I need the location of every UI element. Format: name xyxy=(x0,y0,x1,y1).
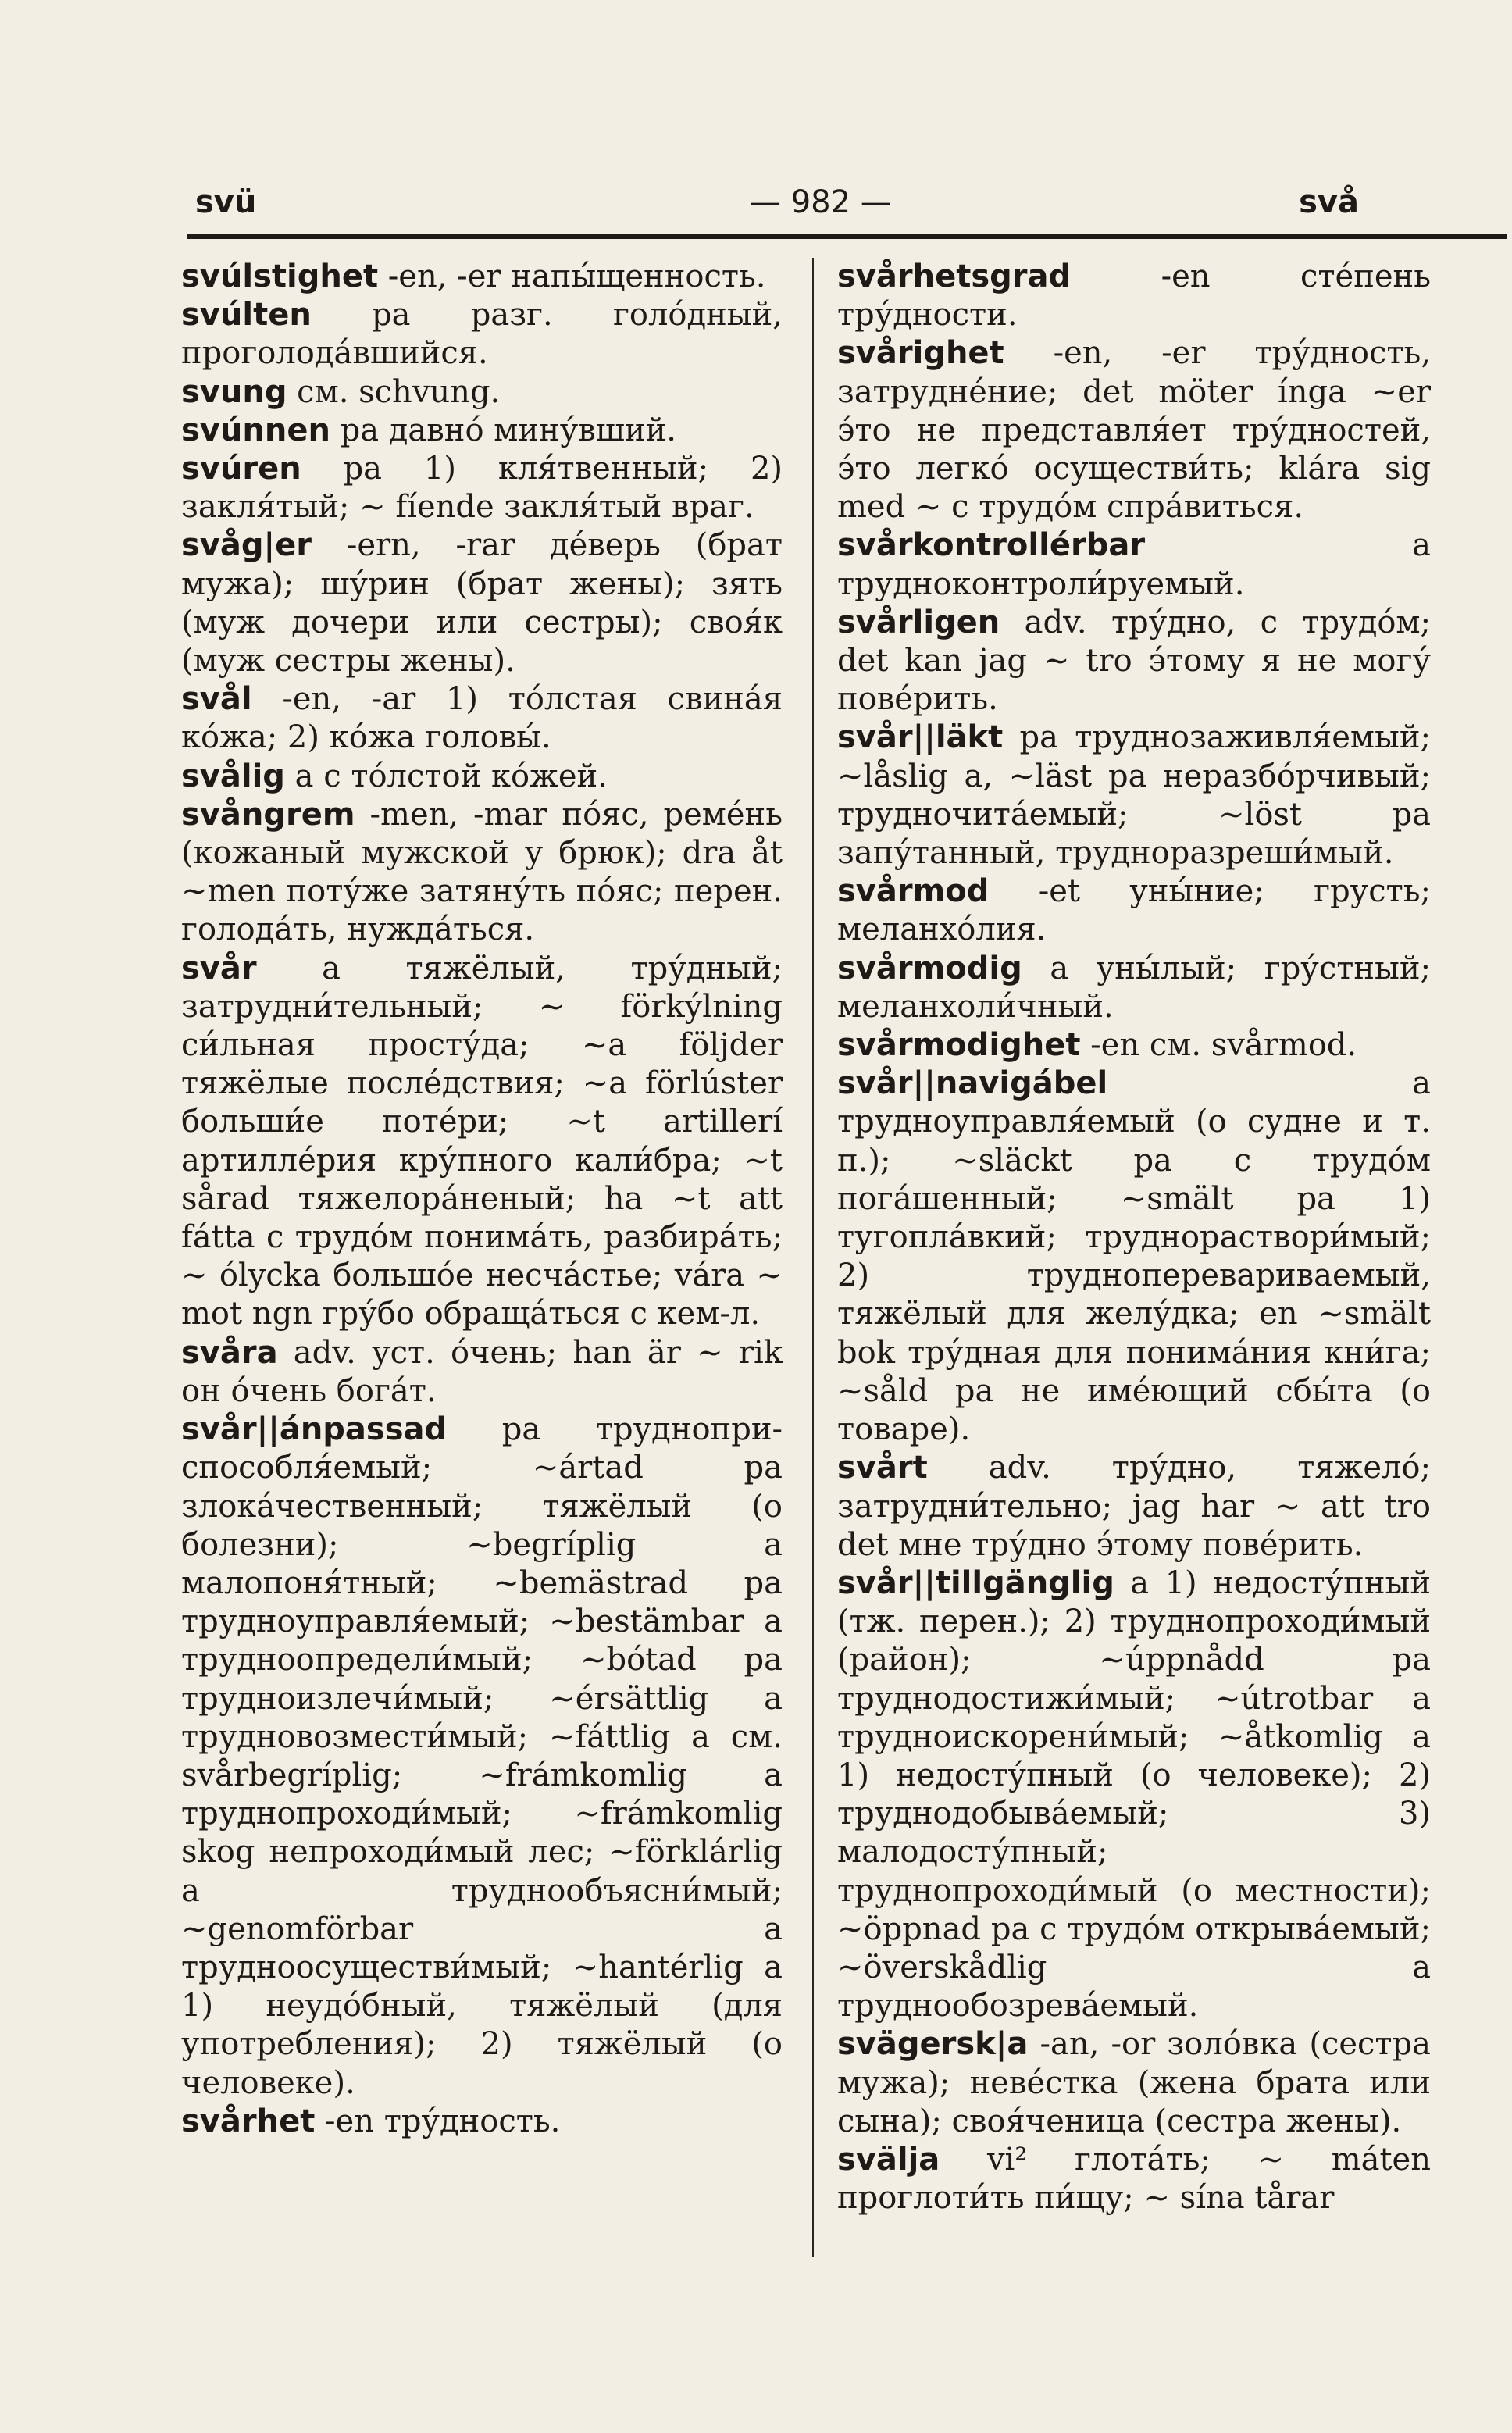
dictionary-entry xyxy=(837,719,1431,872)
dictionary-entry xyxy=(837,1026,1431,1065)
entry-definition: -en тру́дность. xyxy=(315,2103,561,2139)
dictionary-entry xyxy=(181,680,783,757)
entry-definition: adv. тру́дно, с трудо́м; det kan jag ~ tro э́тому я не могу́ пове́рить. xyxy=(837,604,1431,718)
dictionary-entry xyxy=(181,373,783,412)
entry-headword: svål xyxy=(181,681,252,718)
entry-definition: adv. уст. о́чень; han är ~ rik он о́чень бога́т. xyxy=(181,1334,783,1409)
dictionary-entry xyxy=(181,1411,783,2103)
dictionary-entry xyxy=(837,2141,1431,2217)
entry-definition: -ern, -rar де́верь (брат мужа); шу́рин (брат жены); зять (муж дочери или сестры); своя́к (муж сестры жены). xyxy=(181,527,783,680)
entry-definition: -an, -or золо́вка (сестра мужа); неве́стка (жена брата или сына); своя́ченица (сестра жены). xyxy=(837,2026,1431,2139)
entry-definition: vi² глота́ть; ~ máten проглоти́ть пи́щу; ~ sína tårar xyxy=(837,2141,1431,2217)
dictionary-entry xyxy=(837,872,1431,949)
entry-headword: svår||navigábel xyxy=(837,1065,1108,1102)
entry-headword: svår xyxy=(181,950,257,986)
page-number: — 982 — xyxy=(750,184,892,220)
dictionary-entry xyxy=(837,1065,1431,1449)
dictionary-entry xyxy=(181,450,783,526)
entry-definition: -et уны́ние; грусть; меланхо́лия. xyxy=(837,873,1431,948)
entry-definition: pa труднозаживля́емый; ~låslig a, ~läst pa неразбо́рчивый; трудночита́емый; ~löst pa запу́танный, трудноразреши́мый. xyxy=(837,719,1431,872)
entry-headword: svålig xyxy=(181,758,285,794)
entry-headword: svung xyxy=(181,373,287,410)
entry-definition: a трудноуправля́емый (о судне и т. п.); ~släckt pa с трудо́м пога́шенный; ~smält pa 1) тугопла́вкий; труднораствори́мый; 2) трудноперевариваемый, тяжёлый для желу́дка; en ~smält bok тру́дная для понима́ния кни́га; ~såld pa не име́ющий сбы́та (о товаре). xyxy=(837,1065,1431,1448)
dictionary-entry xyxy=(181,758,783,796)
entry-headword: svälja xyxy=(837,2141,940,2178)
entry-headword: svúlstighet xyxy=(181,259,379,294)
entry-headword: svår||läkt xyxy=(837,719,1004,756)
entry-headword: svår||tillgänglig xyxy=(837,1564,1114,1601)
dictionary-entry xyxy=(181,1334,783,1411)
entry-definition: -en, -er напы́щенность. xyxy=(378,259,766,294)
header-right-guide-word: svå xyxy=(1299,184,1359,220)
entry-headword: svúlten xyxy=(181,297,312,334)
dictionary-entry xyxy=(837,604,1431,719)
entry-headword: svårmodig xyxy=(837,950,1022,986)
entry-definition: a трудноконтроли́руемый. xyxy=(837,527,1431,602)
dictionary-entry xyxy=(837,334,1431,526)
entry-headword: svårkontrollérbar xyxy=(837,527,1146,564)
entry-definition: a 1) недосту́пный (тж. перен.); 2) труднопроходи́мый (район); ~úppnådd pa труднодостижи́мый; ~útrotbar a трудноискорени́мый; ~åtkomlig a 1) недосту́пный (о человеке); 2) труднодобыва́емый; 3) малодосту́пный; труднопроходи́мый (о местности); ~öppnad pa с трудо́м открыва́емый; ~överskådlig a труднообозрева́емый. xyxy=(837,1564,1431,2025)
dictionary-entry xyxy=(837,1449,1431,1564)
dictionary-entry xyxy=(181,2103,783,2141)
entry-definition: -en см. svårmod. xyxy=(1080,1027,1357,1064)
entry-definition: a уны́лый; гру́стный; меланхоли́чный. xyxy=(837,950,1431,1025)
entry-definition: a тяжёлый, тру́дный; затрудни́тельный; ~ förkýlning си́льная просту́да; ~a följder тяжёлые после́дствия; ~a förlúster больши́е поте́ри; ~t artillerí артилле́рия кру́пного кали́бра; ~t sårad тяжелора́неный; ha ~t att fátta с трудо́м понима́ть, разбира́ть; ~ ólycka большо́е несча́стье; vára ~ mot ngn гру́бо обраща́ться с кем-л. xyxy=(181,950,783,1332)
entry-definition: pa трудноприспособля́емый; ~ártad pa злока́чественный; тяжёлый (о болезни); ~begríplig a малопоня́тный; ~bemästrad pa трудноуправля́емый; ~bestämbar a трудноопредели́мый; ~bótad pa трудноизлечи́мый; ~érsättlig a трудновозмести́мый; ~fáttlig a см. svårbegríplig; ~frámkomlig a труднопроходи́мый; ~frámkomlig skog непроходи́мый лес; ~förklárlig a труднообъясни́мый; ~genomförbar a трудноосуществи́мый; ~hantérlig a 1) неудо́бный, тяжёлый (для употребления); 2) тяжёлый (о человеке). xyxy=(181,1411,783,2101)
entry-headword: svúren xyxy=(181,451,301,487)
entry-headword: svårmodighet xyxy=(837,1027,1081,1064)
entry-headword: svångrem xyxy=(181,796,355,833)
entry-definition: -men, -mar по́яс, реме́нь (кожаный мужской у брюк); dra åt ~men поту́же затяну́ть по́яс; перен. голода́ть, нужда́ться. xyxy=(181,796,783,948)
header-left-guide-word: svü xyxy=(195,184,257,220)
entry-definition: -en, -ar 1) то́лстая свина́я ко́жа; 2) ко́жа головы́. xyxy=(181,681,783,756)
entry-definition: pa давно́ мину́вший. xyxy=(330,412,676,448)
header-rule xyxy=(187,234,1507,239)
entry-headword: svårhet xyxy=(181,2103,316,2139)
dictionary-entry xyxy=(837,2025,1431,2141)
entry-headword: svúnnen xyxy=(181,412,330,448)
entry-headword: svägersk|a xyxy=(837,2026,1029,2063)
dictionary-entry xyxy=(181,796,783,950)
entry-headword: svårmod xyxy=(837,873,990,910)
dictionary-entry xyxy=(837,258,1431,334)
dictionary-entry xyxy=(837,950,1431,1026)
entry-definition: adv. тру́дно, тяжело́; затрудни́тельно; jag har ~ att tro det мне тру́дно э́тому пове́рить. xyxy=(837,1450,1431,1563)
left-column xyxy=(181,258,783,2141)
dictionary-entry xyxy=(837,1564,1431,2025)
entry-headword: svårighet xyxy=(837,335,1004,372)
entry-headword: svåra xyxy=(181,1334,278,1371)
entry-headword: svår||ánpassad xyxy=(181,1411,448,1448)
dictionary-entry xyxy=(181,950,783,1334)
entry-definition: -en сте́пень тру́дности. xyxy=(837,259,1431,334)
entry-definition: pa разг. голо́дный, проголода́вшийся. xyxy=(181,297,783,372)
entry-definition: a с то́лстой ко́жей. xyxy=(284,758,608,794)
dictionary-entry xyxy=(181,258,783,296)
column-divider xyxy=(812,258,814,2257)
dictionary-entry xyxy=(837,526,1431,603)
entry-headword: svårligen xyxy=(837,604,1000,640)
dictionary-entry xyxy=(181,296,783,373)
entry-definition: см. schvung. xyxy=(287,373,501,410)
entry-definition: -en, -er тру́дность, затрудне́ние; det möter ínga ~er э́то не представля́ет тру́дностей, э́то легко́ осуществи́ть; klára sig med ~ с трудо́м спра́виться. xyxy=(837,335,1431,526)
entry-headword: svårt xyxy=(837,1450,928,1486)
entry-headword: svåg|er xyxy=(181,527,312,564)
right-column xyxy=(837,258,1431,2217)
entry-headword: svårhetsgrad xyxy=(837,259,1072,294)
page-header xyxy=(187,184,1359,231)
dictionary-entry xyxy=(181,412,783,450)
dictionary-entry xyxy=(181,526,783,680)
entry-definition: pa 1) кля́твенный; 2) закля́тый; ~ fíende закля́тый враг. xyxy=(181,451,783,526)
